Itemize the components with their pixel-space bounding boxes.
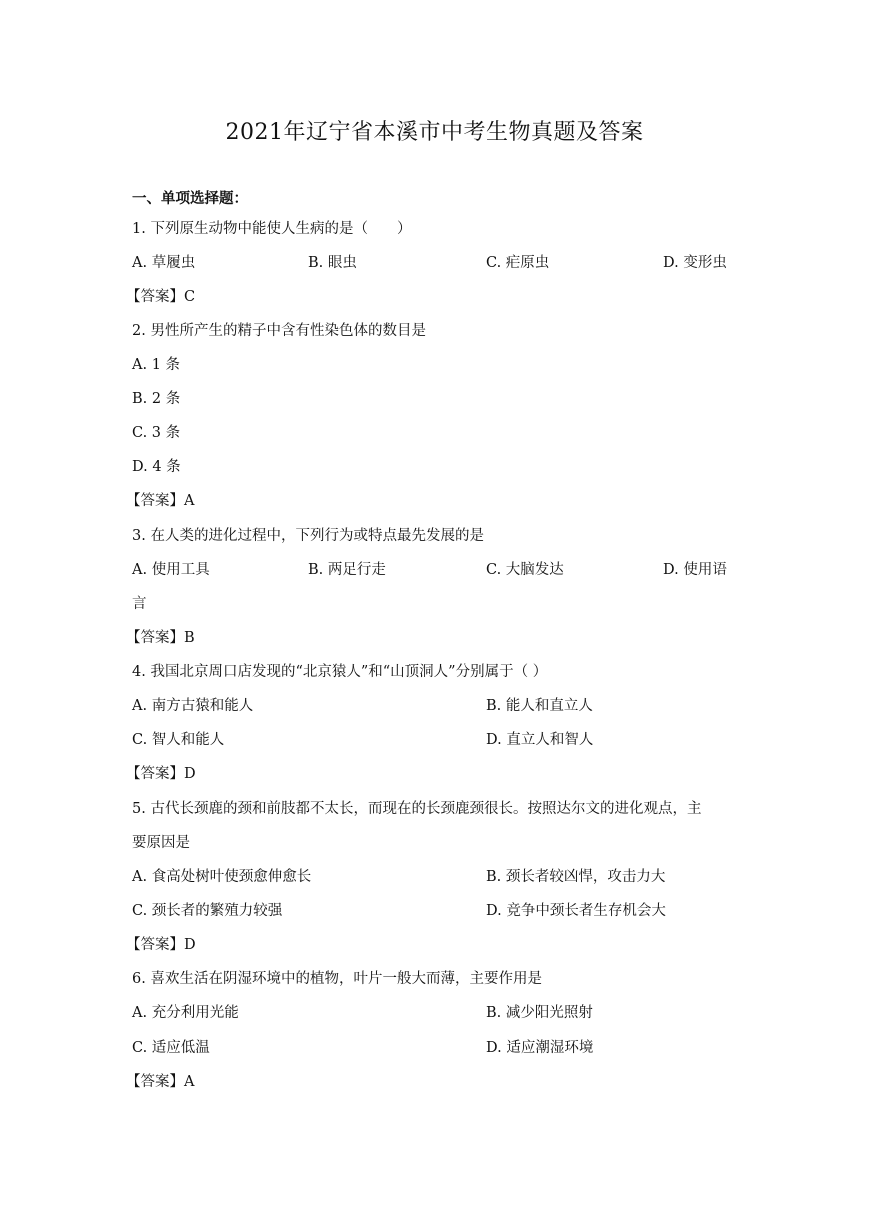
question-3-option-d-continuation: 言 <box>132 596 147 612</box>
question-2-option-b: B. 2 条 <box>132 391 181 407</box>
question-3-stem: 3. 在人类的进化过程中，下列行为或特点最先发展的是 <box>132 528 484 544</box>
question-4-option-d: D. 直立人和智人 <box>486 732 594 748</box>
question-2-option-a: A. 1 条 <box>132 357 181 373</box>
question-5-stem: 5. 古代长颈鹿的颈和前肢都不太长，而现在的长颈鹿颈很长。按照达尔文的进化观点，主 <box>132 801 702 817</box>
question-1-option-c: C. 疟原虫 <box>486 255 550 271</box>
question-1-option-b: B. 眼虫 <box>308 255 357 271</box>
question-6-stem: 6. 喜欢生活在阴湿环境中的植物，叶片一般大而薄，主要作用是 <box>132 971 542 987</box>
question-6-option-b: B. 减少阳光照射 <box>486 1005 593 1021</box>
question-2-option-d: D. 4 条 <box>132 459 181 475</box>
question-1-option-d: D. 变形虫 <box>663 255 727 271</box>
question-5-option-c: C. 颈长者的繁殖力较强 <box>132 903 283 919</box>
question-2-answer: 【答案】A <box>126 493 195 509</box>
question-4-stem: 4. 我国北京周口店发现的“北京猿人”和“山顶洞人”分别属于（ ） <box>132 664 548 680</box>
question-2-option-c: C. 3 条 <box>132 425 181 441</box>
question-1-option-a: A. 草履虫 <box>132 255 196 271</box>
question-6-option-a: A. 充分利用光能 <box>132 1005 239 1021</box>
question-4-option-b: B. 能人和直立人 <box>486 698 593 714</box>
question-6-option-c: C. 适应低温 <box>132 1040 210 1056</box>
document-title: 2021年辽宁省本溪市中考生物真题及答案 <box>225 120 644 145</box>
question-4-option-a: A. 南方古猿和能人 <box>132 698 254 714</box>
question-5-option-b: B. 颈长者较凶悍，攻击力大 <box>486 869 666 885</box>
question-3-option-c: C. 大脑发达 <box>486 562 564 578</box>
question-2-stem: 2. 男性所产生的精子中含有性染色体的数目是 <box>132 323 426 339</box>
question-3-answer: 【答案】B <box>126 630 195 646</box>
question-3-option-d: D. 使用语 <box>663 562 727 578</box>
question-1-answer: 【答案】C <box>126 289 196 305</box>
question-5-stem-continuation: 要原因是 <box>132 835 190 851</box>
question-5-answer: 【答案】D <box>126 937 196 953</box>
section-heading: 一、单项选择题： <box>132 190 248 207</box>
question-3-option-a: A. 使用工具 <box>132 562 210 578</box>
question-6-option-d: D. 适应潮湿环境 <box>486 1040 594 1056</box>
question-1-stem: 1. 下列原生动物中能使人生病的是（ ） <box>132 221 412 237</box>
question-4-answer: 【答案】D <box>126 766 196 782</box>
question-6-answer: 【答案】A <box>126 1074 195 1090</box>
question-3-option-b: B. 两足行走 <box>308 562 386 578</box>
question-5-option-a: A. 食高处树叶使颈愈伸愈长 <box>132 869 312 885</box>
question-5-option-d: D. 竞争中颈长者生存机会大 <box>486 903 666 919</box>
question-4-option-c: C. 智人和能人 <box>132 732 225 748</box>
